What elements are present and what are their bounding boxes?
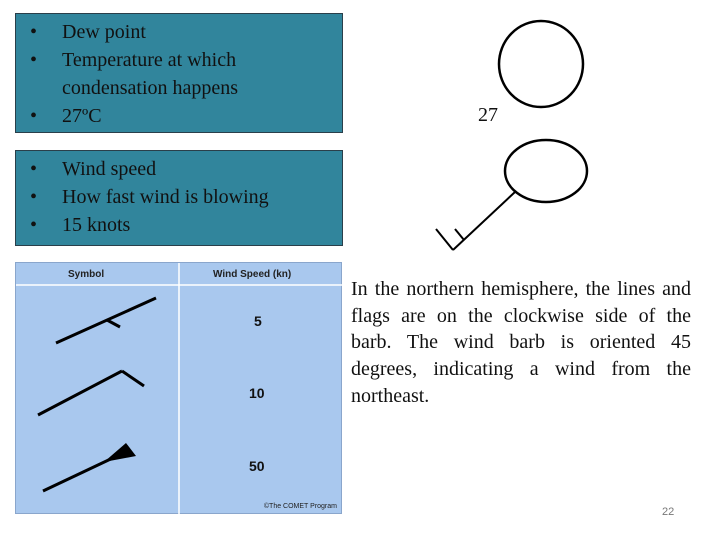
wind-table-drawing (16, 263, 343, 515)
bullet-item: • Wind speed (16, 155, 342, 183)
bullet-item: • Dew point (16, 18, 342, 46)
speed-value: 5 (254, 313, 262, 329)
dew-point-value-label: 27 (478, 104, 498, 126)
half-barb-icon (56, 298, 156, 343)
symbol-column-header: Symbol (68, 269, 105, 280)
full-barb-icon (38, 371, 144, 415)
speed-value: 50 (249, 458, 265, 474)
page-number: 22 (662, 506, 675, 518)
comet-credit: ©The COMET Program (263, 503, 337, 510)
station-circle-icon (499, 21, 583, 107)
station-model-drawing (0, 0, 720, 260)
bullet-item: • 27ºC (16, 102, 342, 130)
pennant-barb-icon (43, 443, 136, 491)
bullet-item: • Temperature at which condensation happens (16, 46, 342, 102)
bullet-item: • How fast wind is blowing (16, 183, 342, 211)
speed-column-header: Wind Speed (kn) (213, 269, 292, 280)
bullet-item: • 15 knots (16, 211, 342, 239)
wind-speed-table (15, 262, 342, 514)
speed-value: 10 (249, 385, 265, 401)
wind-barb-icon (436, 140, 587, 250)
explanation-text: In the northern hemisphere, the lines and flags are on the clockwise side of the barb. The wind barb is oriented 45 degrees, indicating a wind from the northeast. (351, 278, 691, 407)
